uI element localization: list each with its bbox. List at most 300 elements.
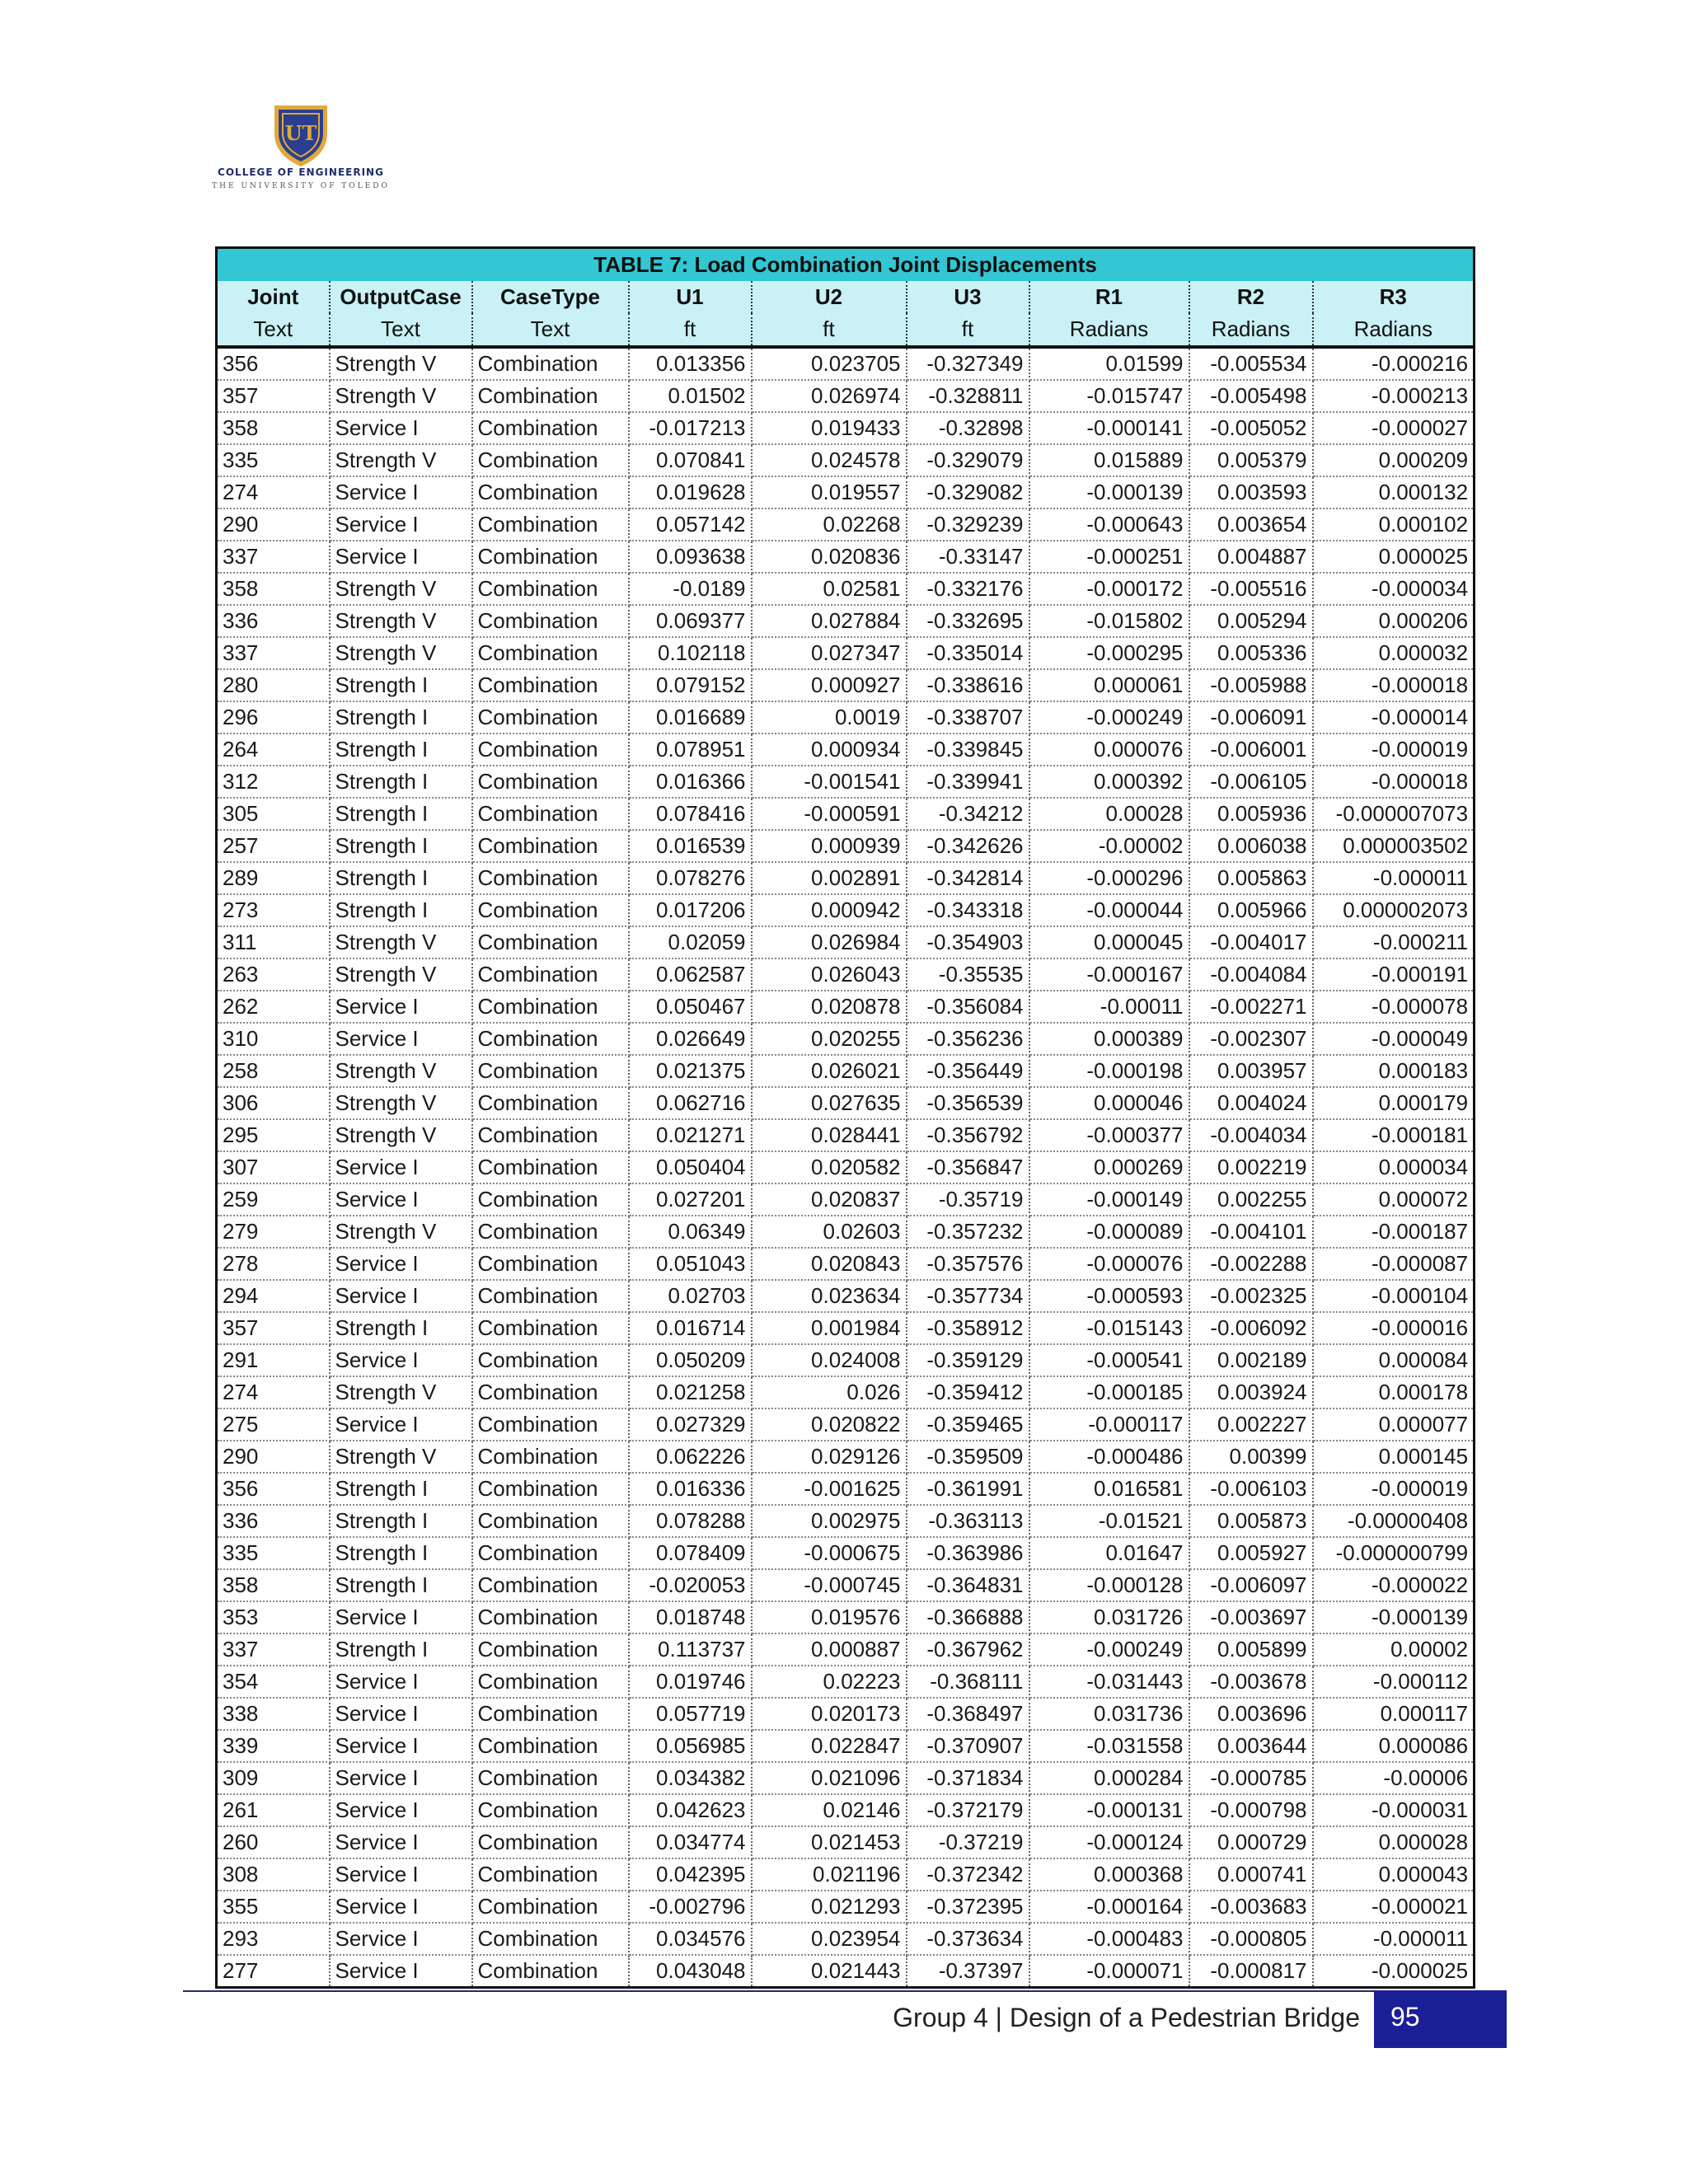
table-cell: -0.000011 [1313, 1923, 1475, 1955]
table-cell: Combination [472, 1216, 629, 1248]
table-cell: -0.000089 [1029, 1216, 1189, 1248]
table-cell: -0.004017 [1189, 926, 1313, 958]
table-cell: 0.000025 [1313, 541, 1475, 573]
table-cell: -0.000745 [752, 1569, 907, 1601]
table-cell: Service I [330, 541, 472, 573]
table-cell: Combination [472, 733, 629, 766]
table-cell: 0.005379 [1189, 444, 1313, 476]
table-cell: Combination [472, 541, 629, 573]
table-cell: 0.003654 [1189, 509, 1313, 541]
table-cell: -0.000131 [1029, 1794, 1189, 1826]
table-cell: -0.003697 [1189, 1601, 1313, 1633]
table-cell: 307 [217, 1151, 330, 1183]
table-cell: 0.000117 [1313, 1698, 1475, 1730]
table-cell: 0.023705 [752, 347, 907, 380]
column-unit: ft [752, 313, 907, 347]
table-cell: 0.016336 [629, 1473, 752, 1505]
table-cell: 0.026021 [752, 1055, 907, 1087]
table-cell: 0.002975 [752, 1505, 907, 1537]
table-cell: -0.34212 [907, 798, 1029, 830]
column-header: CaseType [472, 281, 629, 313]
table-cell: 0.000934 [752, 733, 907, 766]
table-cell: -0.35719 [907, 1183, 1029, 1216]
table-cell: 0.000183 [1313, 1055, 1475, 1087]
table-cell: 0.000179 [1313, 1087, 1475, 1119]
table-title: TABLE 7: Load Combination Joint Displacements [217, 248, 1475, 282]
table-cell: 273 [217, 894, 330, 926]
table-cell: 258 [217, 1055, 330, 1087]
table-cell: 0.003593 [1189, 476, 1313, 509]
table-cell: Service I [330, 509, 472, 541]
table-cell: 0.021271 [629, 1119, 752, 1151]
table-cell: Combination [472, 830, 629, 862]
table-cell: -0.33147 [907, 541, 1029, 573]
table-cell: -0.356084 [907, 991, 1029, 1023]
table-cell: Combination [472, 1505, 629, 1537]
table-cell: -0.354903 [907, 926, 1029, 958]
table-cell: -0.359509 [907, 1441, 1029, 1473]
table-cell: Service I [330, 1730, 472, 1762]
table-row [217, 1344, 1475, 1376]
footer-title: Group 4 | Design of a Pedestrian Bridge [893, 2003, 1360, 2032]
table-cell: -0.0189 [629, 573, 752, 605]
table-cell: -0.000805 [1189, 1923, 1313, 1955]
table-cell: Combination [472, 1633, 629, 1666]
table-cell: 0.021096 [752, 1762, 907, 1794]
table-cell: -0.006001 [1189, 733, 1313, 766]
table-cell: 337 [217, 637, 330, 669]
table-cell: -0.327349 [907, 347, 1029, 380]
table-cell: 0.005336 [1189, 637, 1313, 669]
table-cell: Service I [330, 1826, 472, 1858]
table-cell: -0.000034 [1313, 573, 1475, 605]
table-cell: -0.372179 [907, 1794, 1029, 1826]
table-cell: -0.35535 [907, 958, 1029, 991]
table-cell: -0.000377 [1029, 1119, 1189, 1151]
displacement-table-wrap [215, 246, 1473, 1989]
column-unit: Text [472, 313, 629, 347]
table-cell: 357 [217, 1312, 330, 1344]
table-cell: -0.00000408 [1313, 1505, 1475, 1537]
table-row [217, 380, 1475, 412]
table-cell: Strength I [330, 798, 472, 830]
table-row [217, 1666, 1475, 1698]
table-cell: 0.057142 [629, 509, 752, 541]
table-cell: Service I [330, 1023, 472, 1055]
table-cell: -0.00011 [1029, 991, 1189, 1023]
table-row [217, 798, 1475, 830]
table-cell: -0.015747 [1029, 380, 1189, 412]
table-cell: Service I [330, 991, 472, 1023]
table-cell: Service I [330, 1344, 472, 1376]
table-row [217, 1376, 1475, 1408]
table-cell: -0.000295 [1029, 637, 1189, 669]
table-cell: Strength V [330, 605, 472, 637]
table-cell: 0.026649 [629, 1023, 752, 1055]
table-cell: Combination [472, 380, 629, 412]
table-cell: 0.005863 [1189, 862, 1313, 894]
table-cell: -0.006105 [1189, 766, 1313, 798]
table-cell: -0.000486 [1029, 1441, 1189, 1473]
table-cell: 0.006038 [1189, 830, 1313, 862]
table-cell: Combination [472, 605, 629, 637]
table-cell: 0.000077 [1313, 1408, 1475, 1441]
table-cell: 0.000284 [1029, 1762, 1189, 1794]
table-cell: 0.000072 [1313, 1183, 1475, 1216]
column-unit: Radians [1313, 313, 1475, 347]
table-cell: Service I [330, 1248, 472, 1280]
table-cell: 0.06349 [629, 1216, 752, 1248]
table-cell: -0.367962 [907, 1633, 1029, 1666]
table-cell: -0.000087 [1313, 1248, 1475, 1280]
table-cell: 0.016714 [629, 1312, 752, 1344]
table-cell: 0.000086 [1313, 1730, 1475, 1762]
table-cell: Combination [472, 1151, 629, 1183]
table-row [217, 926, 1475, 958]
table-cell: 0.070841 [629, 444, 752, 476]
column-unit: Radians [1029, 313, 1189, 347]
table-cell: Service I [330, 1891, 472, 1923]
university-logo [208, 101, 394, 199]
table-cell: 0.02059 [629, 926, 752, 958]
table-row [217, 476, 1475, 509]
table-row [217, 1312, 1475, 1344]
table-cell: -0.006103 [1189, 1473, 1313, 1505]
table-cell: 0.000269 [1029, 1151, 1189, 1183]
table-cell: 0.022847 [752, 1730, 907, 1762]
table-cell: -0.364831 [907, 1569, 1029, 1601]
table-cell: Strength I [330, 701, 472, 733]
table-cell: -0.005988 [1189, 669, 1313, 701]
table-cell: 358 [217, 573, 330, 605]
table-cell: 355 [217, 1891, 330, 1923]
table-cell: Strength V [330, 1119, 472, 1151]
table-cell: Strength V [330, 958, 472, 991]
table-cell: 0.002227 [1189, 1408, 1313, 1441]
shield-icon [271, 101, 331, 168]
table-cell: -0.37219 [907, 1826, 1029, 1858]
table-cell: Combination [472, 766, 629, 798]
table-cell: 0.021453 [752, 1826, 907, 1858]
table-row [217, 733, 1475, 766]
table-cell: 277 [217, 1955, 330, 1988]
table-cell: Strength I [330, 862, 472, 894]
table-cell: 0.000887 [752, 1633, 907, 1666]
column-unit: Radians [1189, 313, 1313, 347]
table-cell: 0.019576 [752, 1601, 907, 1633]
table-row [217, 1633, 1475, 1666]
table-cell: 0.015889 [1029, 444, 1189, 476]
table-cell: Strength V [330, 347, 472, 380]
table-cell: 0.020878 [752, 991, 907, 1023]
table-cell: 0.01647 [1029, 1537, 1189, 1569]
table-cell: 0.017206 [629, 894, 752, 926]
table-row [217, 1569, 1475, 1601]
table-cell: 0.000392 [1029, 766, 1189, 798]
table-cell: -0.002288 [1189, 1248, 1313, 1280]
table-cell: 294 [217, 1280, 330, 1312]
table-cell: -0.000216 [1313, 347, 1475, 380]
table-cell: -0.329079 [907, 444, 1029, 476]
table-cell: 0.027884 [752, 605, 907, 637]
table-cell: 0.113737 [629, 1633, 752, 1666]
table-cell: -0.000011 [1313, 862, 1475, 894]
table-cell: 335 [217, 444, 330, 476]
table-cell: -0.000181 [1313, 1119, 1475, 1151]
table-cell: 0.00002 [1313, 1633, 1475, 1666]
table-cell: 0.000102 [1313, 509, 1475, 541]
table-cell: -0.332695 [907, 605, 1029, 637]
table-cell: 0.027329 [629, 1408, 752, 1441]
table-row [217, 1955, 1475, 1988]
table-cell: -0.356539 [907, 1087, 1029, 1119]
table-row [217, 701, 1475, 733]
table-cell: Service I [330, 1923, 472, 1955]
table-cell: -0.005052 [1189, 412, 1313, 444]
table-cell: 0.018748 [629, 1601, 752, 1633]
table-cell: -0.000593 [1029, 1280, 1189, 1312]
table-cell: Service I [330, 1762, 472, 1794]
table-row [217, 573, 1475, 605]
table-cell: -0.000031 [1313, 1794, 1475, 1826]
table-row [217, 509, 1475, 541]
table-cell: 0.020582 [752, 1151, 907, 1183]
table-cell: Strength I [330, 1633, 472, 1666]
table-cell: Combination [472, 1119, 629, 1151]
table-cell: -0.000000799 [1313, 1537, 1475, 1569]
table-cell: Strength I [330, 733, 472, 766]
table-row [217, 1826, 1475, 1858]
table-cell: 0.023634 [752, 1280, 907, 1312]
table-cell: 0.034382 [629, 1762, 752, 1794]
table-row [217, 1183, 1475, 1216]
table-cell: 353 [217, 1601, 330, 1633]
table-cell: 0.020837 [752, 1183, 907, 1216]
table-cell: -0.000049 [1313, 1023, 1475, 1055]
table-cell: Strength V [330, 1216, 472, 1248]
table-cell: 338 [217, 1698, 330, 1730]
table-row [217, 1794, 1475, 1826]
table-cell: -0.000817 [1189, 1955, 1313, 1988]
table-cell: -0.329082 [907, 476, 1029, 509]
table-cell: -0.338707 [907, 701, 1029, 733]
table-cell: 0.051043 [629, 1248, 752, 1280]
table-cell: 0.02268 [752, 509, 907, 541]
table-cell: 356 [217, 1473, 330, 1505]
table-cell: -0.356449 [907, 1055, 1029, 1087]
table-cell: 0.00399 [1189, 1441, 1313, 1473]
table-cell: 0.026043 [752, 958, 907, 991]
table-cell: -0.000251 [1029, 541, 1189, 573]
table-row [217, 1537, 1475, 1569]
table-cell: -0.001541 [752, 766, 907, 798]
table-cell: -0.000018 [1313, 766, 1475, 798]
table-cell: -0.000104 [1313, 1280, 1475, 1312]
table-row [217, 669, 1475, 701]
table-cell: -0.000124 [1029, 1826, 1189, 1858]
table-cell: 0.02581 [752, 573, 907, 605]
table-cell: -0.359412 [907, 1376, 1029, 1408]
table-row [217, 541, 1475, 573]
table-cell: -0.000296 [1029, 862, 1189, 894]
table-cell: Combination [472, 991, 629, 1023]
table-cell: 0.001984 [752, 1312, 907, 1344]
table-cell: Strength I [330, 1505, 472, 1537]
table-cell: -0.000213 [1313, 380, 1475, 412]
table-cell: 0.024008 [752, 1344, 907, 1376]
table-row [217, 1216, 1475, 1248]
table-cell: 308 [217, 1858, 330, 1891]
table-cell: 260 [217, 1826, 330, 1858]
table-row [217, 1087, 1475, 1119]
column-header: U2 [752, 281, 907, 313]
table-cell: -0.359465 [907, 1408, 1029, 1441]
table-cell: 0.028441 [752, 1119, 907, 1151]
table-cell: Combination [472, 1698, 629, 1730]
table-row [217, 1023, 1475, 1055]
table-cell: 337 [217, 1633, 330, 1666]
table-cell: Strength V [330, 926, 472, 958]
table-cell: 0.01599 [1029, 347, 1189, 380]
table-cell: 0.003957 [1189, 1055, 1313, 1087]
table-cell: Combination [472, 1087, 629, 1119]
table-row [217, 637, 1475, 669]
table-cell: Service I [330, 412, 472, 444]
table-cell: -0.338616 [907, 669, 1029, 701]
table-cell: Combination [472, 509, 629, 541]
table-cell: -0.002307 [1189, 1023, 1313, 1055]
table-cell: 0.000076 [1029, 733, 1189, 766]
table-row [217, 1891, 1475, 1923]
table-cell: -0.000167 [1029, 958, 1189, 991]
table-row [217, 444, 1475, 476]
table-cell: Combination [472, 412, 629, 444]
table-cell: -0.000249 [1029, 1633, 1189, 1666]
column-unit: ft [907, 313, 1029, 347]
table-cell: 0.102118 [629, 637, 752, 669]
table-cell: 0.050209 [629, 1344, 752, 1376]
table-cell: 0.016539 [629, 830, 752, 862]
table-cell: Combination [472, 1923, 629, 1955]
table-cell: Combination [472, 1441, 629, 1473]
table-cell: 358 [217, 1569, 330, 1601]
table-cell: -0.000007073 [1313, 798, 1475, 830]
table-cell: 336 [217, 605, 330, 637]
table-cell: Strength V [330, 1055, 472, 1087]
table-cell: -0.000149 [1029, 1183, 1189, 1216]
table-row [217, 1858, 1475, 1891]
table-cell: 0.000003502 [1313, 830, 1475, 862]
table-cell: 0.020255 [752, 1023, 907, 1055]
table-cell: -0.006097 [1189, 1569, 1313, 1601]
table-cell: 257 [217, 830, 330, 862]
table-cell: Combination [472, 347, 629, 380]
table-cell: 0.000939 [752, 830, 907, 862]
table-cell: 0.057719 [629, 1698, 752, 1730]
table-row [217, 862, 1475, 894]
table-cell: 0.000043 [1313, 1858, 1475, 1891]
table-cell: 335 [217, 1537, 330, 1569]
table-cell: 0.034774 [629, 1826, 752, 1858]
table-cell: 0.005936 [1189, 798, 1313, 830]
logo-initials: UT [284, 121, 317, 145]
table-cell: 306 [217, 1087, 330, 1119]
table-cell: Service I [330, 476, 472, 509]
table-cell: 0.00028 [1029, 798, 1189, 830]
table-cell: 0.000741 [1189, 1858, 1313, 1891]
table-cell: -0.004101 [1189, 1216, 1313, 1248]
table-cell: -0.003683 [1189, 1891, 1313, 1923]
table-cell: 296 [217, 701, 330, 733]
table-cell: 274 [217, 1376, 330, 1408]
table-cell: 357 [217, 380, 330, 412]
table-cell: -0.000139 [1029, 476, 1189, 509]
table-cell: 0.000389 [1029, 1023, 1189, 1055]
table-cell: 0.005294 [1189, 605, 1313, 637]
table-cell: 0.02603 [752, 1216, 907, 1248]
table-cell: 0.000061 [1029, 669, 1189, 701]
table-cell: -0.356792 [907, 1119, 1029, 1151]
table-cell: 0.000028 [1313, 1826, 1475, 1858]
table-cell: 0.078951 [629, 733, 752, 766]
table-cell: 0.021293 [752, 1891, 907, 1923]
table-cell: 0.005966 [1189, 894, 1313, 926]
table-cell: -0.342626 [907, 830, 1029, 862]
table-cell: 0.02223 [752, 1666, 907, 1698]
table-cell: -0.329239 [907, 509, 1029, 541]
table-cell: Strength I [330, 1569, 472, 1601]
table-cell: -0.000019 [1313, 1473, 1475, 1505]
table-row [217, 1441, 1475, 1473]
table-cell: 0.020836 [752, 541, 907, 573]
table-cell: Strength I [330, 1312, 472, 1344]
table-cell: 0.021375 [629, 1055, 752, 1087]
table-cell: -0.363986 [907, 1537, 1029, 1569]
table-cell: -0.000141 [1029, 412, 1189, 444]
table-cell: Service I [330, 1151, 472, 1183]
table-cell: Combination [472, 1055, 629, 1087]
table-cell: -0.000483 [1029, 1923, 1189, 1955]
table-cell: -0.000044 [1029, 894, 1189, 926]
table-row [217, 605, 1475, 637]
table-cell: Strength V [330, 573, 472, 605]
table-cell: -0.343318 [907, 894, 1029, 926]
table-cell: 0.000942 [752, 894, 907, 926]
column-unit: Text [330, 313, 472, 347]
table-cell: Combination [472, 1826, 629, 1858]
table-cell: -0.004034 [1189, 1119, 1313, 1151]
table-cell: -0.000191 [1313, 958, 1475, 991]
table-cell: 0.027201 [629, 1183, 752, 1216]
table-cell: Strength I [330, 669, 472, 701]
table-cell: 0.02146 [752, 1794, 907, 1826]
table-cell: -0.000185 [1029, 1376, 1189, 1408]
table-cell: 0.027347 [752, 637, 907, 669]
table-cell: Strength I [330, 1537, 472, 1569]
table-cell: 0.062226 [629, 1441, 752, 1473]
column-header: R1 [1029, 281, 1189, 313]
table-body [217, 347, 1475, 1988]
table-cell: 0.004887 [1189, 541, 1313, 573]
table-cell: Combination [472, 958, 629, 991]
table-cell: 0.020822 [752, 1408, 907, 1441]
units-row [217, 313, 1475, 347]
table-cell: -0.000139 [1313, 1601, 1475, 1633]
table-cell: 0.02703 [629, 1280, 752, 1312]
table-row [217, 830, 1475, 862]
table-cell: -0.357576 [907, 1248, 1029, 1280]
table-cell: -0.359129 [907, 1344, 1029, 1376]
